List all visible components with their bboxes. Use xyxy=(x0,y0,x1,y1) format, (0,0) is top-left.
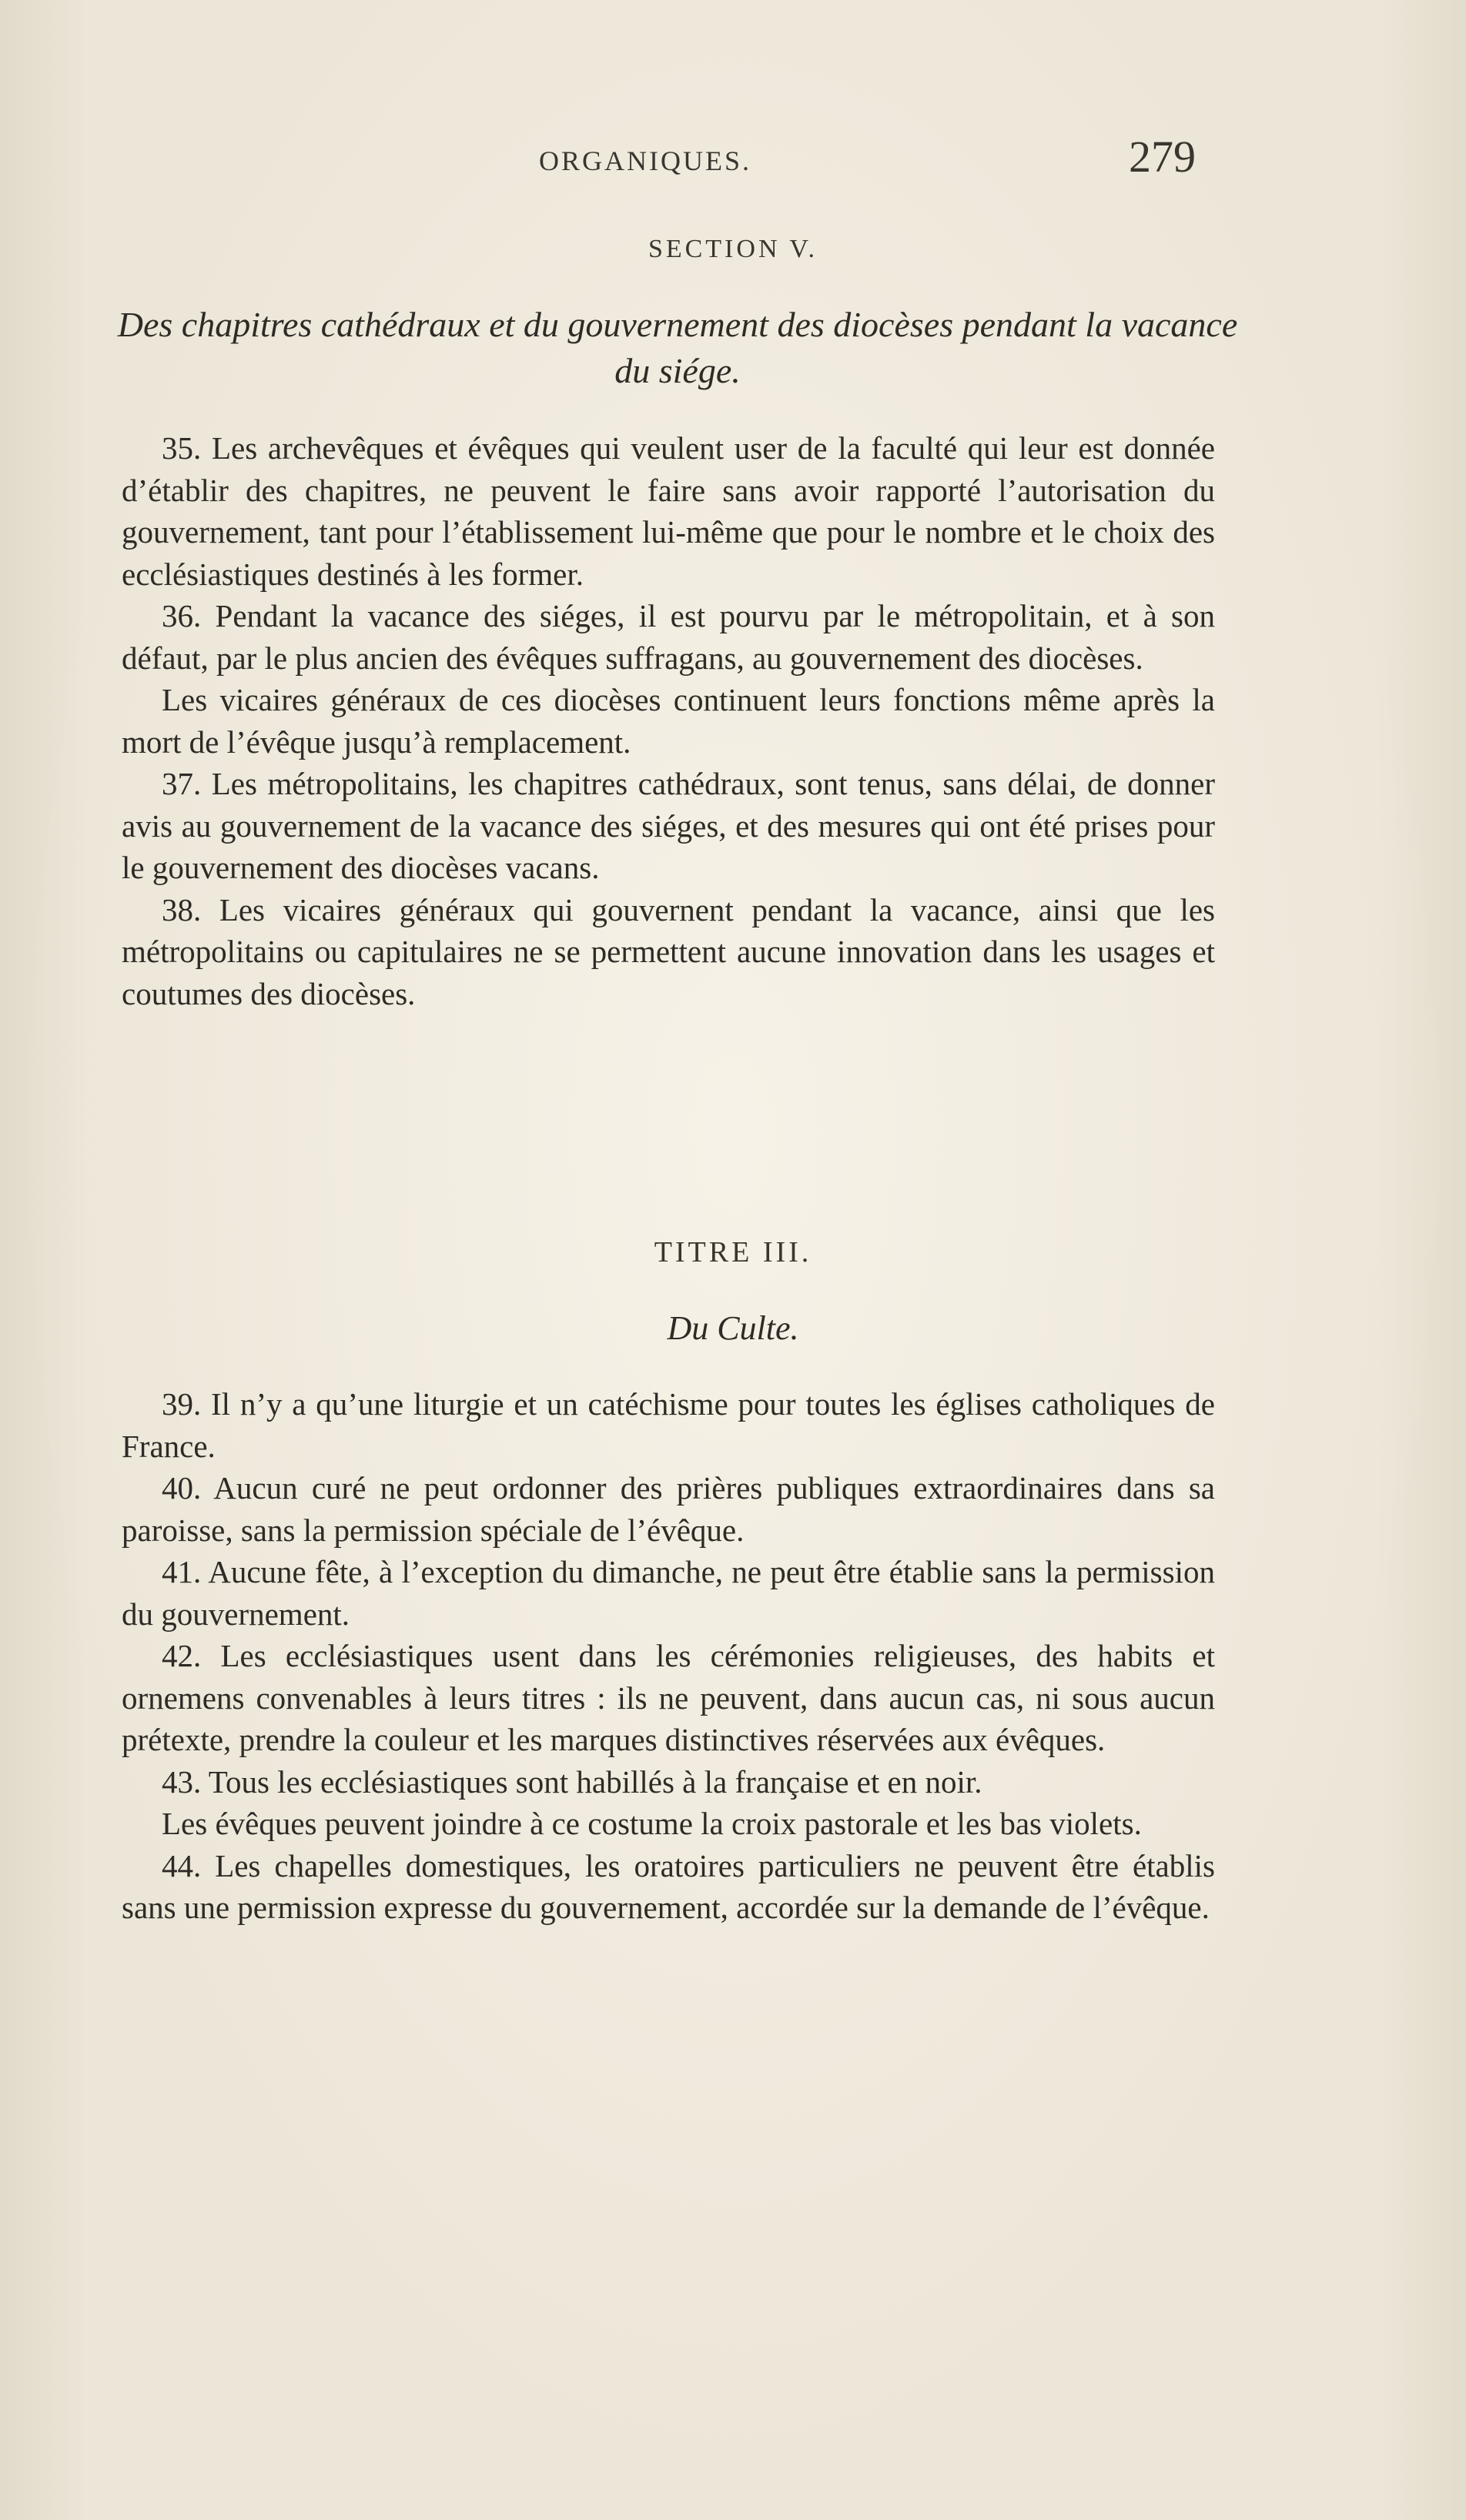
article-36: 36. Pendant la vacance des siéges, il est pourvu par le métropolitain, et à son défaut, par le plus ancien des évêques suffragans, au gouvernement des diocèses. xyxy=(122,598,1215,676)
titre-label: TITRE III. xyxy=(654,1236,812,1268)
article-43-continued: Les évêques peuvent joindre à ce costume la croix pastorale et les bas violets. xyxy=(162,1806,1142,1841)
article-42: 42. Les ecclésiastiques usent dans les cérémonies religieuses, des habits et ornemens convenables à leurs titres : ils ne peuvent, dans aucun cas, ni sous aucun prétexte, prendre la couleur et les marques distinctives réservées aux évêques. xyxy=(122,1638,1215,1757)
section-title: Des chapitres cathédraux et du gouvernement des diocèses pendant la vacance du siége. xyxy=(117,305,1238,390)
section-label: SECTION V. xyxy=(648,235,818,263)
titre-subtitle: Du Culte. xyxy=(667,1309,799,1347)
article-39: 39. Il n’y a qu’une liturgie et un catéchisme pour toutes les églises catholiques de France. xyxy=(122,1386,1215,1464)
article-40: 40. Aucun curé ne peut ordonner des prières publiques extraordinaires dans sa paroisse, sans la permission spéciale de l’évêque. xyxy=(122,1470,1215,1548)
section-text xyxy=(122,427,1215,1014)
article-36-continued: Les vicaires généraux de ces diocèses continuent leurs fonctions même après la mort de l’évêque jusqu’à remplacement. xyxy=(122,682,1215,760)
running-title: ORGANIQUES. xyxy=(539,145,751,176)
article-37: 37. Les métropolitains, les chapitres cathédraux, sont tenus, sans délai, de donner avis au gouvernement de la vacance des siéges, et des mesures qui ont été prises pour le gouvernement des diocèses vacans. xyxy=(122,766,1215,885)
article-38: 38. Les vicaires généraux qui gouvernent pendant la vacance, ainsi que les métropolitains ou capitulaires ne se permettent aucune innovation dans les usages et coutumes des diocèses. xyxy=(122,891,1215,1011)
article-44: 44. Les chapelles domestiques, les oratoires particuliers ne peuvent être établis sans une permission expresse du gouvernement, accordée sur la demande de l’évêque. xyxy=(122,1847,1215,1925)
titre-text xyxy=(122,1383,1215,1929)
article-41: 41. Aucune fête, à l’exception du dimanche, ne peut être établie sans la permission du gouvernement. xyxy=(122,1554,1215,1632)
page-number: 279 xyxy=(1129,132,1196,182)
running-head xyxy=(0,131,1466,192)
article-35: 35. Les archevêques et évêques qui veulent user de la faculté qui leur est donnée d’établir des chapitres, ne peuvent le faire sans avoir rapporté l’autorisation du gouvernement, tant pour l’établissement lui-même que pour le nombre et le choix des ecclésiastiques destinés à les former. xyxy=(122,430,1215,592)
article-43: 43. Tous les ecclésiastiques sont habillés à la française et en noir. xyxy=(162,1763,982,1800)
